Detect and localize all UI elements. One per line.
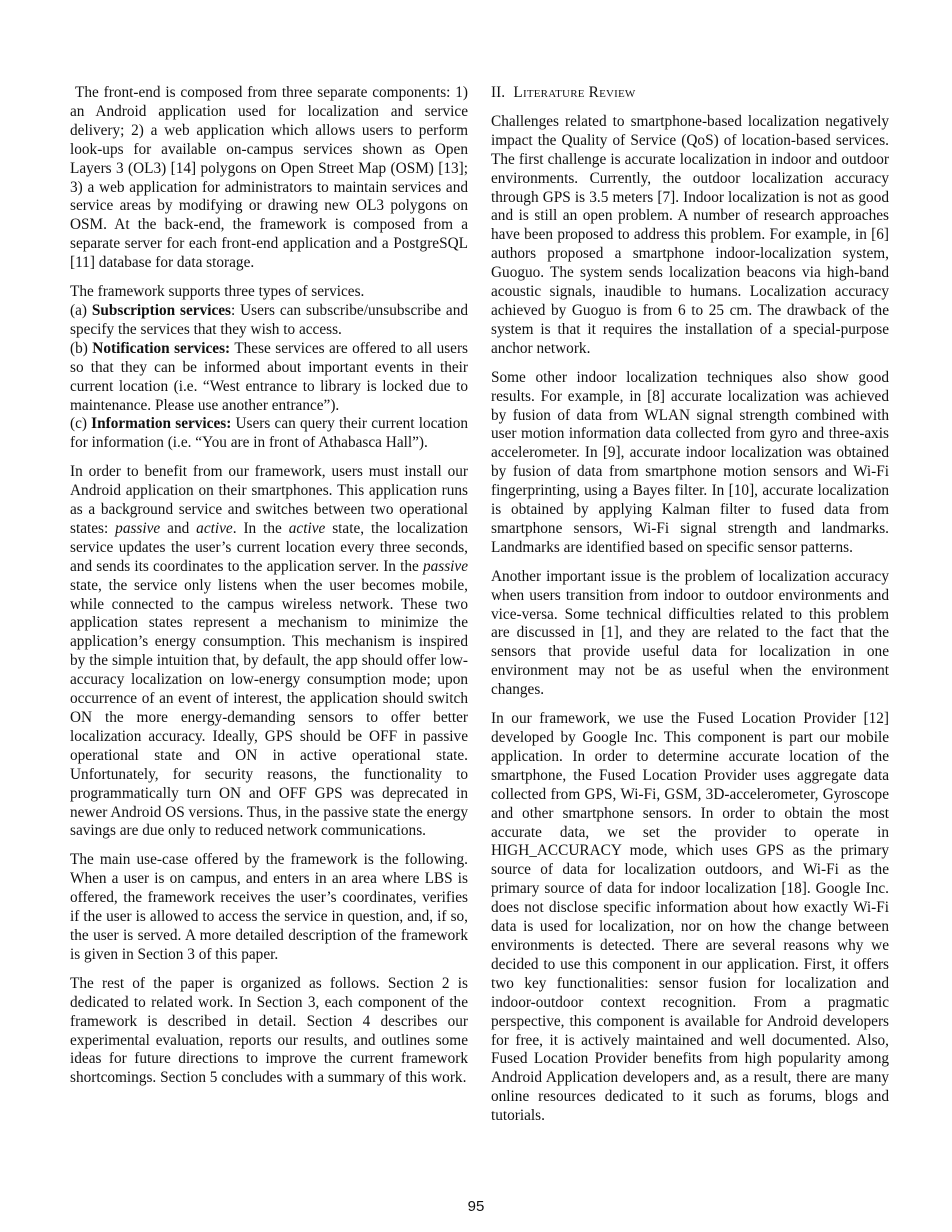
paragraph: (a) Subscription services: Users can subscribe/unsubscribe and specify the services that they wish to access. <box>70 301 468 338</box>
page-number: 95 <box>467 1198 485 1215</box>
right-column <box>491 84 889 1136</box>
paragraph: The rest of the paper is organized as follows. Section 2 is dedicated to related work. In Section 3, each component of the framework is described in detail. Section 4 describes our experimental evaluation, reports our results, and outlines some ideas for future directions to improve the current framework shortcomings. Section 5 concludes with a summary of this work. <box>70 974 468 1087</box>
paragraph: In our framework, we use the Fused Location Provider [12] developed by Google Inc. This component is part our mobile application. In order to determine accurate location of the smartphone, the Fused Location Provider uses aggregate data collected from GPS, Wi-Fi, GSM, 3D-accelerometer, Gyroscope and other smartphone sensors. In order to obtain the most accurate data, we set the provider to operate in HIGH_ACCURACY mode, which uses GPS as the primary source of data for localization outdoors, and Wi-Fi as the primary source of data for indoor localization [18]. Google Inc. does not disclose specific information about how exactly Wi-Fi data is used for localization, nor on how the change between environments is detected. There are several reasons why we decided to use this component in our application. First, it offers two key functionalities: sensor fusion for localization and indoor-outdoor context recognition. From a pragmatic perspective, this component is available for Android developers for free, it is actively maintained and well documented. Also, Fused Location Provider benefits from high popularity among Android Application developers and, as a result, there are many online resources dedicated to it such as forums, blogs and tutorials. <box>491 710 889 1125</box>
paragraph: (c) Information services: Users can query their current location for information (i.e. “You are in front of Athabasca Hall”). <box>70 415 468 452</box>
right-column-paragraphs <box>491 113 889 1126</box>
section-heading-number: II. <box>491 84 506 101</box>
paragraph: The framework supports three types of services. <box>70 283 365 301</box>
left-column <box>70 84 468 1136</box>
paragraph: (b) Notification services: These services are offered to all users so that they can be informed about important events in their current location (i.e. “West entrance to library is locked due to maintenance. Please use another entrance”). <box>70 339 469 414</box>
paragraph: Another important issue is the problem of localization accuracy when users transition from indoor to outdoor environments and vice-versa. Some technical difficulties related to this problem are discussed in [1], and they are related to the fact that the sensors that provide useful data for localization in one environment may not be as useful when the environment changes. <box>491 567 889 699</box>
paragraph: Some other indoor localization techniques also show good results. For example, in [8] accurate localization was achieved by fusion of data from WLAN signal strength combined with user motion information data collected from gyro and three-axis accelerometer. In [9], accurate indoor localization was obtained by fusion of data from smartphone motion sensors and Wi-Fi fingerprinting, using a Bayes filter. In [10], accurate localization is obtained by applying Kalman filter to fused data from smartphone sensors, Wi-Fi signal strength and landmarks. Landmarks are identified based on specific sensor patterns. <box>491 368 889 556</box>
section-heading-title: Literature Review <box>513 84 636 101</box>
paragraph: The front-end is composed from three separate components: 1) an Android application used for localization and service delivery; 2) a web application which allows users to perform look-ups for available on-campus services shown as Open Layers 3 (OL3) [14] polygons on Open Street Map (OSM) [13]; 3) a web application for administrators to maintain services and service areas by modifying or drawing new OL3 polygons on OSM. At the back-end, the framework is composed from a separate server for each front-end application and a PostgreSQL [11] database for data storage. <box>70 84 468 272</box>
paragraph: In order to benefit from our framework, users must install our Android application on their smartphones. This application runs as a background service and switches between two operational states: passive and active. In the active state, the localization service updates the user’s current location every three seconds, and sends its coordinates to the application server. In the passive state, the service only listens when the user becomes mobile, while connected to the campus wireless network. These two application states represent a mechanism to minimize the application’s energy consumption. This mechanism is inspired by the simple intuition that, by default, the app should offer low-accuracy localization on low-energy consumption mode; upon occurrence of an event of interest, the application should switch ON the more energy-demanding sensors to offer better localization accuracy. Ideally, GPS should be OFF in passive operational state and ON in active operational state. Unfortunately, for security reasons, the functionality to programmatically turn ON and OFF GPS was deprecated in newer Android OS versions. Thus, in the passive state the energy savings are due only to reduced network communications. <box>70 463 468 840</box>
page-content <box>70 84 889 1136</box>
paragraph: The main use-case offered by the framework is the following. When a user is on campus, and enters in an area where LBS is offered, the framework receives the user’s coordinates, verifies if the user is allowed to access the service in question, and, if so, the user is served. A more detailed description of the framework is given in Section 3 of this paper. <box>70 851 468 963</box>
section-heading <box>491 84 889 103</box>
paragraph: Challenges related to smartphone-based localization negatively impact the Quality of Service (QoS) of location-based services. The first challenge is accurate localization in indoor and outdoor environments. Currently, the outdoor localization accuracy through GPS is 3.5 meters [7]. Indoor localization is not as good and is still an open problem. A number of research approaches have been proposed to address this problem. For example, in [6] authors proposed a smartphone indoor-localization system, Guoguo. The system sends localization beacons via high-band acoustic signals, inaudible to humans. Localization accuracy achieved by Guoguo is from 6 to 25 cm. The drawback of the system is that it requires the installation of a special-purpose anchor network. <box>491 112 889 357</box>
left-column-paragraphs <box>70 84 468 1088</box>
